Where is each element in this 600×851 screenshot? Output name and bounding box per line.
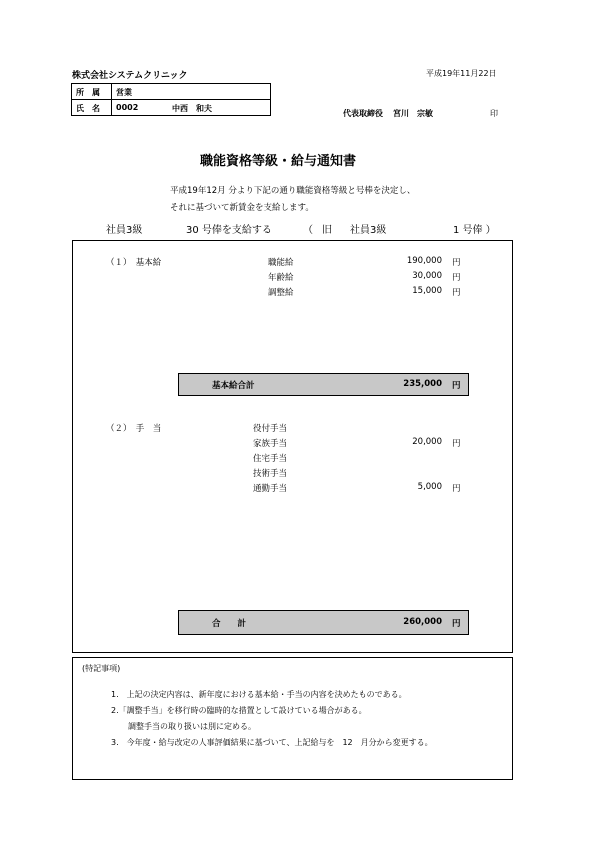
dept-value: 営業 xyxy=(116,88,132,97)
allowance-item-unit: 円 xyxy=(452,439,461,449)
basic-item-unit: 円 xyxy=(452,288,461,298)
allowance-item-label: 技術手当 xyxy=(253,469,288,479)
notes-line: 1. 上記の決定内容は、新年度における基本給・手当の内容を決めたものである。 xyxy=(111,690,407,699)
allowance-item-unit: 円 xyxy=(452,484,461,494)
new-step: 30 号俸を支給する xyxy=(186,225,272,236)
grand-total-amount: 260,000 xyxy=(403,617,442,627)
basic-item-label: 年齢給 xyxy=(268,273,294,283)
name-label: 氏 名 xyxy=(76,104,100,113)
basic-item-amount: 190,000 xyxy=(406,256,442,266)
grand-total-unit: 円 xyxy=(452,619,461,629)
paren-open: （ xyxy=(303,225,313,236)
old-label: 旧 xyxy=(322,225,332,236)
employee-id: 0002 xyxy=(116,103,139,112)
notes-line: 2.「調整手当」を移行時の臨時的な措置として設けている場合がある。 xyxy=(111,706,367,715)
allowance-item-label: 役付手当 xyxy=(253,424,288,434)
basic-section-label: （１） 基本給 xyxy=(106,258,162,268)
seal-mark: 印 xyxy=(490,109,498,118)
basic-item-amount: 15,000 xyxy=(412,286,442,296)
employee-name: 中西 和夫 xyxy=(172,104,212,113)
basic-item-label: 職能給 xyxy=(268,258,294,268)
basic-item-amount: 30,000 xyxy=(412,271,442,281)
intro-line-2: それに基づいて新賃金を支給します。 xyxy=(170,203,314,213)
old-grade: 社員3級 xyxy=(350,225,387,236)
allowance-item-label: 通勤手当 xyxy=(253,484,288,494)
old-step: 1 号俸 ） xyxy=(453,225,496,236)
basic-total-unit: 円 xyxy=(452,381,461,391)
notes-heading: (特記事項) xyxy=(82,664,121,673)
notes-line: 3. 今年度・給与改定の人事評価結果に基づいて、上記給与を 12 月分から変更する。 xyxy=(111,738,433,747)
basic-item-unit: 円 xyxy=(452,273,461,283)
document-title: 職能資格等級・給与通知書 xyxy=(200,154,357,169)
company-name: 株式会社システムクリニック xyxy=(72,71,188,81)
issue-date: 平成19年11月22日 xyxy=(426,69,497,78)
allowance-item-amount: 5,000 xyxy=(417,482,442,492)
allowance-item-amount: 20,000 xyxy=(412,437,442,447)
representative-name: 宮川 宗敏 xyxy=(393,109,433,118)
notes-box xyxy=(72,657,513,780)
representative-title: 代表取締役 xyxy=(343,109,383,118)
allowance-item-label: 家族手当 xyxy=(253,439,288,449)
basic-total-label: 基本給合計 xyxy=(212,381,255,391)
grand-total-label: 合 計 xyxy=(212,619,247,629)
salary-detail-box xyxy=(72,240,513,653)
notes-line: 調整手当の取り扱いは別に定める。 xyxy=(128,722,256,731)
new-grade: 社員3級 xyxy=(106,225,143,236)
basic-total-amount: 235,000 xyxy=(403,379,442,389)
basic-item-unit: 円 xyxy=(452,258,461,268)
dept-label: 所 属 xyxy=(76,88,100,97)
intro-line-1: 平成19年12月 分より下記の通り職能資格等級と号棒を決定し、 xyxy=(170,186,416,196)
basic-item-label: 調整給 xyxy=(268,288,294,298)
allowance-section-label: （２） 手 当 xyxy=(106,424,162,434)
allowance-item-label: 住宅手当 xyxy=(253,454,288,464)
